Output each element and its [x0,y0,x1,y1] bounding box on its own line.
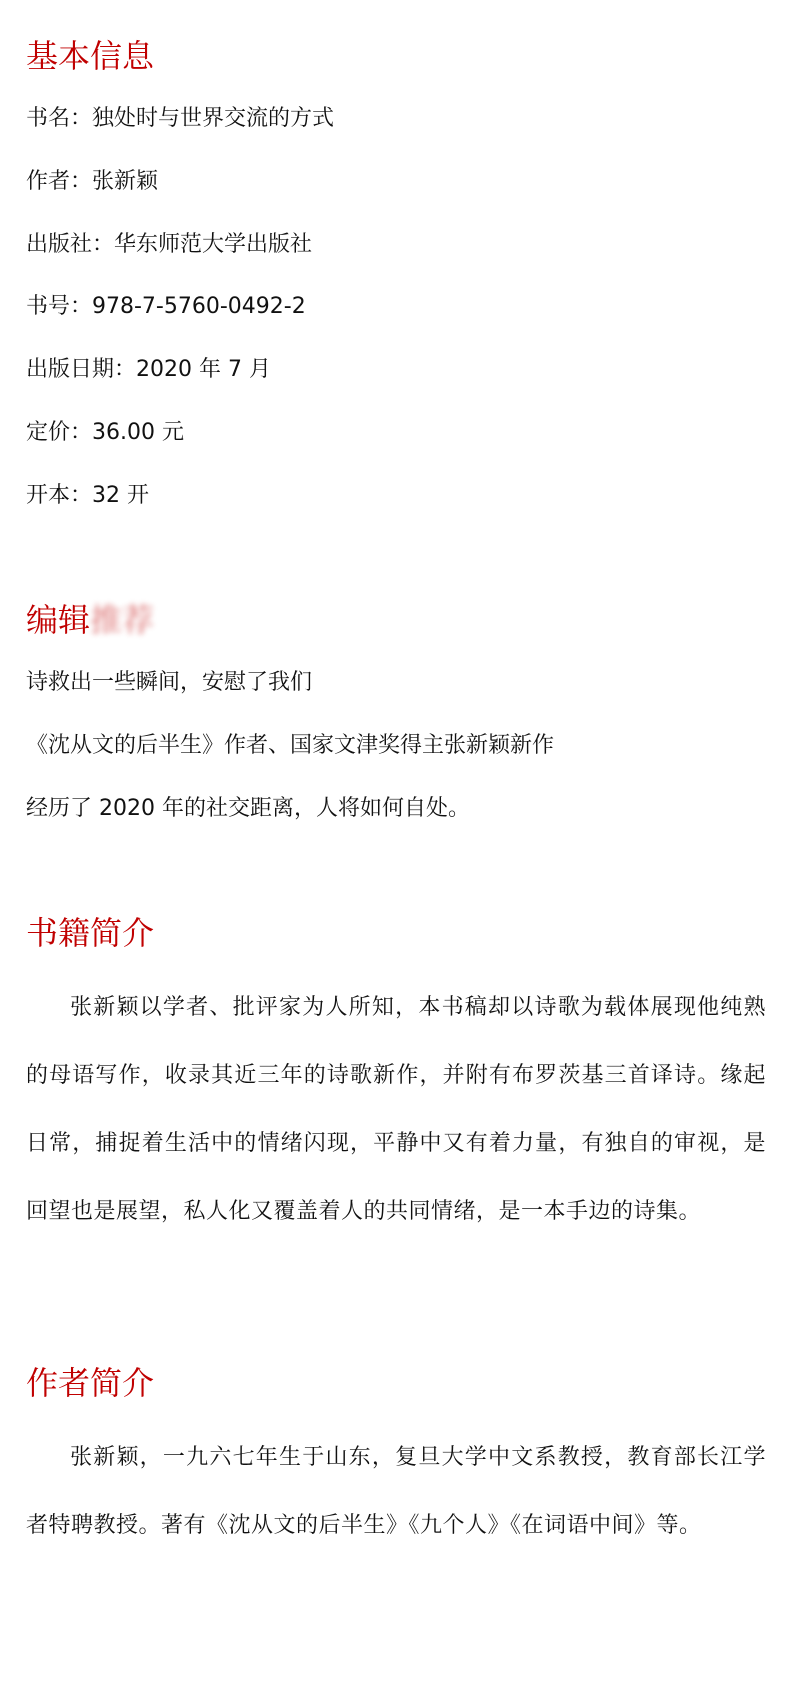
editor-recommend-heading-blurred: 推荐 [90,601,155,639]
editor-recommend-line: 经历了 2020 年的社交距离，人将如何自处。 [26,796,470,821]
book-intro-paragraph: 张新颖以学者、批评家为人所知，本书稿却以诗歌为载体展现他纯熟的母语写作，收录其近三年的诗歌新作，并附有布罗茨基三首译诗。缘起日常，捕捉着生活中的情绪闪现，平静中又有着力量，有独自的审视，是回望也是展望，私人化又覆盖着人的共同情绪，是一本手边的诗集。 [26,995,766,1224]
editor-recommend-line: 诗救出一些瞬间，安慰了我们 [26,670,313,695]
basic-info-heading: 基本信息 [26,37,155,75]
author-intro-paragraph: 张新颖，一九六七年生于山东，复旦大学中文系教授，教育部长江学者特聘教授。著有《沈从文的后半生》《九个人》《在词语中间》等。 [26,1445,766,1538]
book-isbn-line: 书号：978-7-5760-0492-2 [26,294,306,319]
book-format-line: 开本：32 开 [26,483,149,508]
editor-recommend-heading-visible: 编辑 [26,601,91,639]
editor-recommend-line: 《沈从文的后半生》作者、国家文津奖得主张新颖新作 [26,733,555,758]
editor-recommend-heading [26,600,154,640]
author-intro-heading: 作者简介 [26,1364,155,1402]
book-pub-date-line: 出版日期：2020 年 7 月 [26,357,271,382]
book-price-line: 定价：36.00 元 [26,420,184,445]
book-title-line: 书名：独处时与世界交流的方式 [26,106,335,131]
book-author-line: 作者：张新颖 [26,169,159,194]
book-intro-heading: 书籍简介 [26,914,155,952]
book-publisher-line: 出版社：华东师范大学出版社 [26,232,313,257]
